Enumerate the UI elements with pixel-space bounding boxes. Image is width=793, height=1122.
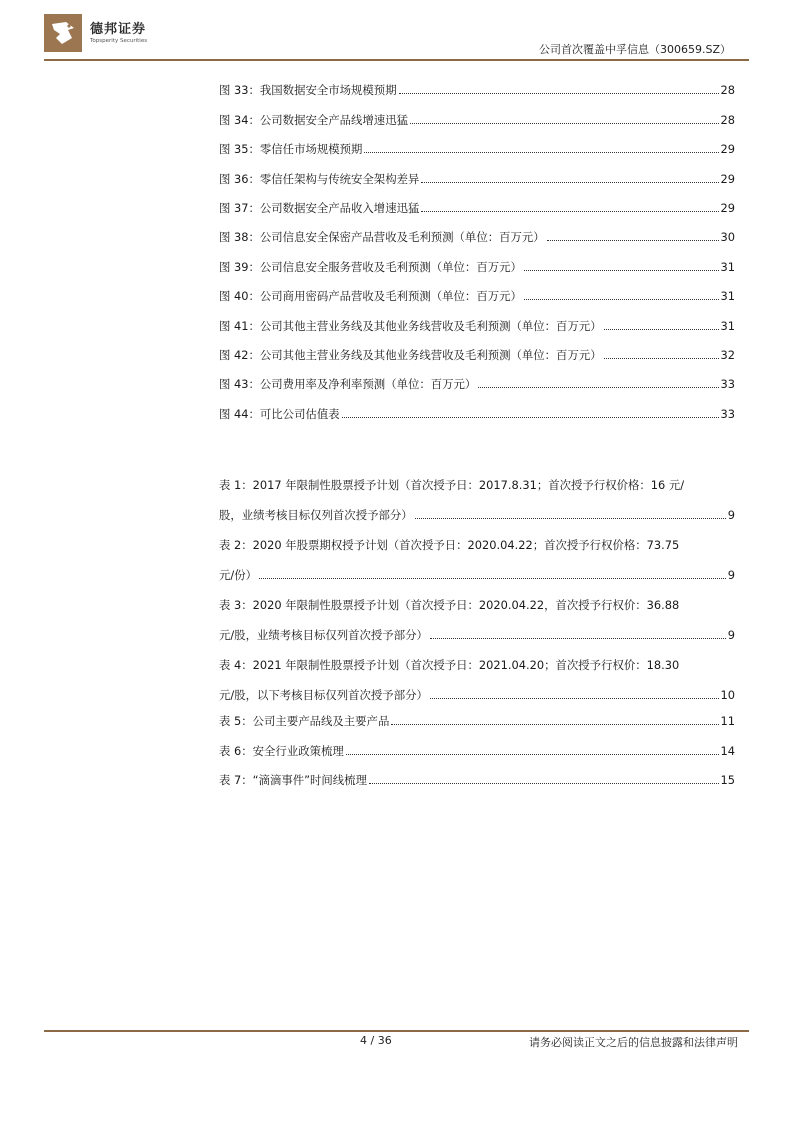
dot-leader: [547, 240, 719, 241]
toc-label: 表 5：公司主要产品线及主要产品: [219, 714, 390, 729]
toc-entry-figure-36[interactable]: [219, 157, 735, 186]
toc-page-number: 11: [720, 714, 735, 729]
toc-label: 图 42：公司其他主营业务线及其他业务线营收及毛利预测（单位：百万元）: [219, 347, 602, 362]
toc-label: 图 37：公司数据安全产品收入增速迅猛: [219, 200, 420, 215]
toc-label-continued: 元/股，业绩考核目标仅列首次授予部分）: [219, 628, 428, 642]
toc-page-number: 29: [720, 200, 735, 215]
dot-leader: [364, 152, 718, 153]
toc-label: 图 34：公司数据安全产品线增速迅猛: [219, 112, 408, 127]
dot-leader: [478, 387, 718, 388]
toc-entry-table-6[interactable]: [219, 729, 735, 758]
logo-icon: [44, 14, 82, 52]
toc-page-number: 29: [720, 142, 735, 157]
toc-entry-figure-43[interactable]: [219, 363, 735, 392]
toc-entry-table-1[interactable]: [219, 463, 735, 523]
toc-label: 表 2：2020 年股票期权授予计划（首次授予日：2020.04.22；首次授予行权价格：73.75: [219, 538, 680, 552]
toc-label: 图 35：零信任市场规模预期: [219, 142, 363, 157]
toc-label: 表 3：2020 年限制性股票授予计划（首次授予日：2020.04.22，首次授予行权价：36.88: [219, 598, 680, 612]
table-list-short: [219, 700, 735, 788]
toc-entry-figure-39[interactable]: [219, 245, 735, 274]
toc-page-number: 31: [720, 318, 735, 333]
toc-entry-figure-33[interactable]: [219, 69, 735, 98]
toc-label: 图 39：公司信息安全服务营收及毛利预测（单位：百万元）: [219, 259, 522, 274]
dot-leader: [421, 182, 718, 183]
toc-entry-figure-41[interactable]: [219, 304, 735, 333]
toc-entry-figure-35[interactable]: [219, 128, 735, 157]
toc-label: 图 33：我国数据安全市场规模预期: [219, 83, 397, 98]
toc-page-number: 31: [720, 289, 735, 304]
footer-divider: [44, 1030, 749, 1032]
toc-entry-figure-38[interactable]: [219, 216, 735, 245]
toc-page-number: 9: [727, 508, 735, 522]
dot-leader: [430, 698, 719, 699]
toc-entry-table-2[interactable]: [219, 523, 735, 583]
toc-label: 表 7：“滴滴事件”时间线梳理: [219, 773, 367, 788]
dot-leader: [399, 93, 719, 94]
toc-entry-table-7[interactable]: [219, 759, 735, 788]
toc-label: 表 1：2017 年限制性股票授予计划（首次授予日：2017.8.31；首次授予行权价格：16 元/: [219, 478, 685, 492]
toc-label: 图 36：零信任架构与传统安全架构差异: [219, 171, 420, 186]
company-logo: [44, 14, 174, 54]
toc-page-number: 14: [720, 743, 735, 758]
figure-list: [219, 69, 735, 422]
header-divider: [44, 59, 749, 61]
dot-leader: [342, 417, 719, 418]
page-indicator: 4 / 36: [360, 1034, 392, 1047]
toc-page-number: 32: [720, 347, 735, 362]
toc-label: 图 38：公司信息安全保密产品营收及毛利预测（单位：百万元）: [219, 230, 545, 245]
dot-leader: [430, 638, 726, 639]
toc-entry-figure-40[interactable]: [219, 275, 735, 304]
dot-leader: [391, 724, 718, 725]
dot-leader: [524, 299, 719, 300]
dot-leader: [524, 270, 719, 271]
toc-label: 表 4：2021 年限制性股票授予计划（首次授予日：2021.04.20；首次授予行权价：18.30: [219, 658, 680, 672]
dot-leader: [410, 123, 719, 124]
toc-page-number: 30: [720, 230, 735, 245]
toc-entry-table-5[interactable]: [219, 700, 735, 729]
toc-label-continued: 元/股，以下考核目标仅列首次授予部分）: [219, 688, 428, 702]
dot-leader: [604, 329, 719, 330]
toc-page-number: 33: [720, 377, 735, 392]
page-header: [0, 0, 793, 62]
toc-page-number: 28: [720, 112, 735, 127]
toc-page-number: 9: [727, 568, 735, 582]
dot-leader: [346, 754, 719, 755]
toc-label: 图 40：公司商用密码产品营收及毛利预测（单位：百万元）: [219, 289, 522, 304]
toc-page-number: 28: [720, 83, 735, 98]
toc-entry-figure-37[interactable]: [219, 187, 735, 216]
dot-leader: [259, 578, 726, 579]
toc-label: 图 43：公司费用率及净利率预测（单位：百万元）: [219, 377, 477, 392]
toc-page-number: 31: [720, 259, 735, 274]
dot-leader: [421, 211, 718, 212]
toc-label: 图 44：可比公司估值表: [219, 406, 340, 421]
toc-entry-table-3[interactable]: [219, 583, 735, 643]
toc-page-number: 29: [720, 171, 735, 186]
dot-leader: [415, 518, 726, 519]
toc-label: 图 41：公司其他主营业务线及其他业务线营收及毛利预测（单位：百万元）: [219, 318, 602, 333]
dot-leader: [369, 783, 719, 784]
toc-label: 表 6：安全行业政策梳理: [219, 743, 344, 758]
legal-disclaimer: 请务必阅读正文之后的信息披露和法律声明: [529, 1036, 738, 1049]
toc-page-number: 33: [720, 406, 735, 421]
logo-text: 德邦证券: [90, 22, 147, 37]
toc-entry-figure-34[interactable]: [219, 98, 735, 127]
toc-entry-figure-44[interactable]: [219, 392, 735, 421]
toc-label-continued: 元/份）: [219, 568, 258, 582]
document-title: 公司首次覆盖中孚信息（300659.SZ）: [538, 43, 731, 56]
toc-page-number: 15: [720, 773, 735, 788]
toc-page-number: 10: [720, 688, 735, 702]
toc-label-continued: 股，业绩考核目标仅列首次授予部分）: [219, 508, 413, 522]
logo-subtext: Topsperity Securities: [90, 38, 148, 44]
dot-leader: [604, 358, 719, 359]
toc-page-number: 9: [727, 628, 735, 642]
toc-entry-table-4[interactable]: [219, 643, 735, 703]
toc-entry-figure-42[interactable]: [219, 334, 735, 363]
